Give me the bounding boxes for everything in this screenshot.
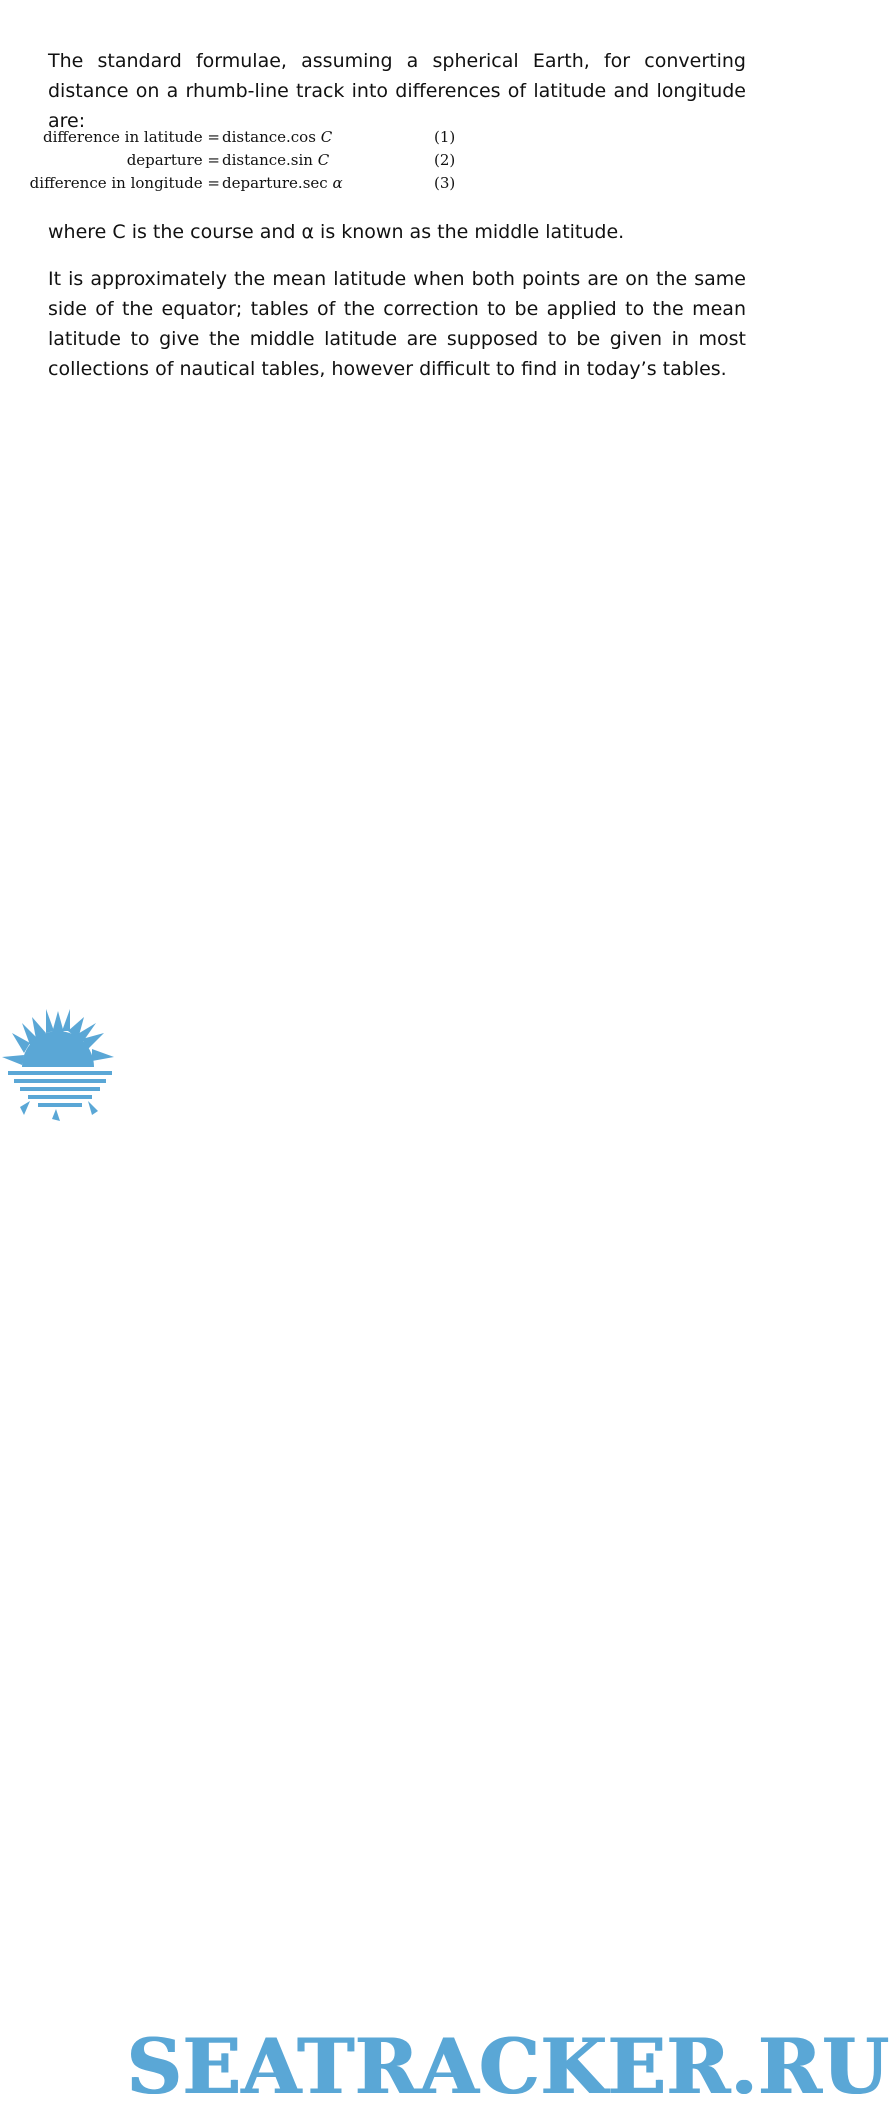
definition-paragraph: where C is the course and α is known as the middle latitude. <box>48 221 625 243</box>
formula-rhs: distance.cos C <box>222 128 333 146</box>
formula-lhs: difference in latitude = <box>42 128 220 146</box>
sunburst-over-water-icon <box>0 1003 130 1123</box>
formula-rhs: distance.sin C <box>222 151 330 169</box>
formula-number: (3) <box>434 174 456 192</box>
formula-lhs: difference in longitude = <box>29 174 220 192</box>
formula-block <box>0 126 794 200</box>
formula-number: (1) <box>434 128 456 146</box>
formula-row <box>0 128 794 151</box>
formula-row <box>0 151 794 174</box>
formula-lhs: departure = <box>126 151 220 169</box>
explanation-paragraph: It is approximately the mean latitude when both points are on the same side of the equator; tables of the correction to be applied to the mean latitude to give the middle latitude are supposed to be given in most collections of nautical tables, however difficult to find in today’s tables. <box>48 268 746 380</box>
formula-rhs: departure.sec α <box>222 174 343 192</box>
formula-number: (2) <box>434 151 456 169</box>
formula-row <box>0 174 794 197</box>
logo-wordmark: SEATRACKER.RU <box>126 2022 889 2111</box>
intro-paragraph: The standard formulae, assuming a spherical Earth, for converting distance on a rhumb-line track into differences of latitude and longitude are: <box>48 50 746 132</box>
seatracker-logo <box>0 1003 889 2111</box>
